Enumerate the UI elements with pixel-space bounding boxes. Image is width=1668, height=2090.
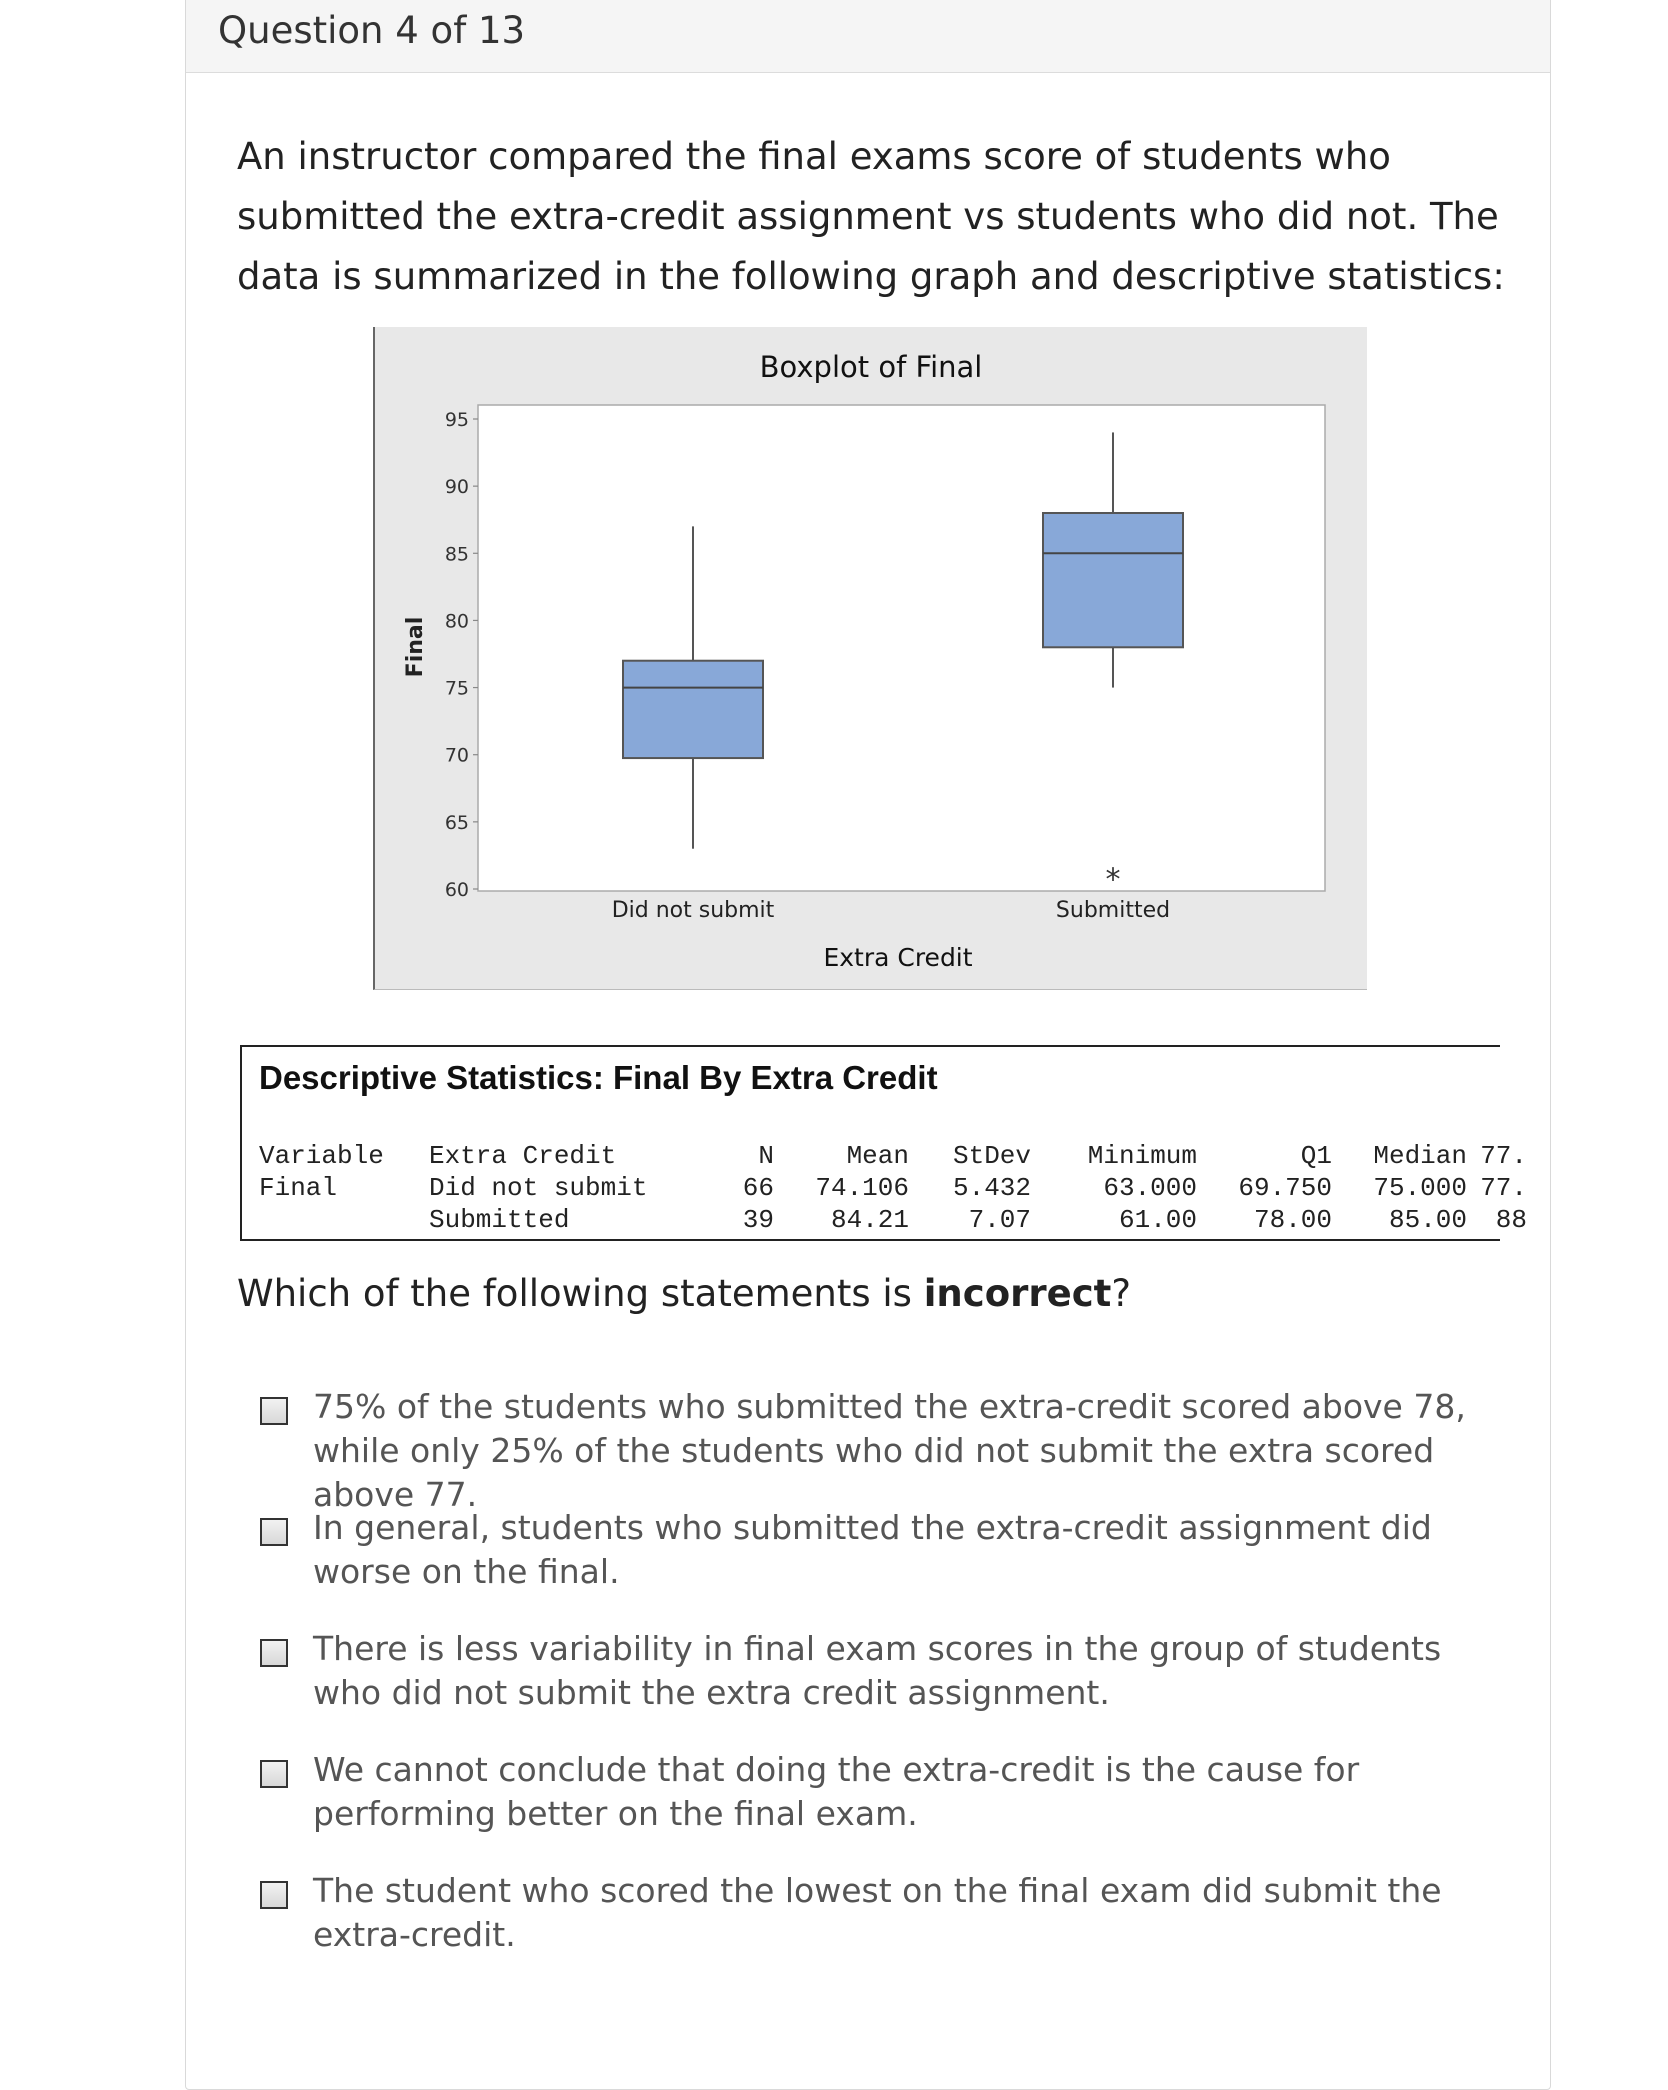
question-stem-text: Which of the following statements is — [237, 1272, 924, 1315]
stats-row — [259, 1204, 1527, 1236]
stats-cell: Submitted — [429, 1205, 570, 1235]
stats-cell: Did not submit — [429, 1173, 648, 1203]
boxplot-panel — [373, 327, 1367, 990]
boxplot-chart — [375, 327, 1367, 989]
option-checkbox[interactable] — [260, 1639, 288, 1667]
stats-cell: 74.106 — [815, 1173, 909, 1203]
y-tick-label: 65 — [444, 811, 469, 834]
stats-row — [259, 1172, 1527, 1204]
descriptive-statistics — [240, 1045, 1527, 1241]
question-stem-emphasis: incorrect — [923, 1272, 1112, 1315]
stats-cell: 75.000 — [1373, 1173, 1467, 1203]
stats-header-cell: Minimum — [1087, 1141, 1197, 1171]
option-checkbox[interactable] — [260, 1518, 288, 1546]
plot-area — [478, 405, 1325, 891]
y-tick-label: 80 — [444, 610, 469, 633]
stats-cell: 88 — [1495, 1205, 1527, 1235]
stats-cell: 77. — [1480, 1173, 1527, 1203]
y-tick-label: 95 — [444, 409, 469, 431]
option-checkbox[interactable] — [260, 1760, 288, 1788]
option-checkbox[interactable] — [260, 1881, 288, 1909]
y-axis-label: Final — [403, 616, 428, 678]
option-label: We cannot conclude that doing the extra-credit is the cause for performing better on the final exam. — [313, 1750, 1360, 1833]
stats-cell: 5.432 — [952, 1173, 1031, 1203]
x-tick-label: Did not submit — [611, 898, 775, 923]
y-tick-label: 70 — [444, 744, 469, 767]
stats-cell: 78.00 — [1253, 1205, 1332, 1235]
x-tick-label: Submitted — [1055, 898, 1171, 923]
option-checkbox[interactable] — [260, 1397, 288, 1425]
stats-header-cell: Mean — [846, 1141, 909, 1171]
stats-cell: 63.000 — [1103, 1173, 1197, 1203]
box — [623, 661, 763, 758]
y-tick-label: 85 — [444, 543, 469, 566]
stats-cell: 7.07 — [968, 1205, 1031, 1235]
option-label: In general, students who submitted the extra-credit assignment did worse on the final. — [313, 1508, 1432, 1591]
stats-cell: Final — [259, 1173, 338, 1203]
outlier-marker: * — [1105, 862, 1121, 898]
question-header — [186, 0, 1550, 73]
y-tick-label: 90 — [444, 476, 469, 499]
stats-header-cell: Variable — [259, 1141, 384, 1171]
x-axis-label: Extra Credit — [823, 943, 973, 972]
stats-header-cell: Q1 — [1300, 1141, 1332, 1171]
question-stem — [237, 1272, 1131, 1315]
question-prompt: An instructor compared the final exams score of students who submitted the extra-credit assignment vs students who did not. The data is summarized in the following graph and descriptive statistics: — [237, 135, 1505, 298]
stats-header-cell: Median — [1373, 1141, 1467, 1171]
stats-header-row — [259, 1140, 1527, 1172]
stats-cell: 66 — [742, 1173, 774, 1203]
stats-header-cell: StDev — [952, 1141, 1031, 1171]
stats-table — [259, 1140, 1527, 1236]
box — [1043, 513, 1183, 647]
option-label: 75% of the students who submitted the extra-credit scored above 78, while only 25% of the students who did not submit the extra scored above 77. — [313, 1387, 1466, 1514]
stats-header-cell: 77. — [1480, 1141, 1527, 1171]
stats-cell: 84.21 — [830, 1205, 909, 1235]
y-tick-label: 75 — [444, 677, 469, 700]
stats-cell: 85.00 — [1388, 1205, 1467, 1235]
stats-header-cell: N — [758, 1141, 774, 1171]
stats-header-cell: Extra Credit — [429, 1141, 617, 1171]
question-stem-end: ? — [1111, 1272, 1131, 1315]
question-counter: Question 4 of 13 — [218, 9, 526, 52]
y-tick-label: 60 — [444, 879, 469, 901]
stats-cell: 39 — [742, 1205, 774, 1235]
option-label: There is less variability in final exam scores in the group of students who did not submit the extra credit assignment. — [313, 1629, 1442, 1712]
chart-title: Boxplot of Final — [759, 350, 983, 384]
option-label: The student who scored the lowest on the final exam did submit the extra-credit. — [313, 1871, 1442, 1954]
stats-cell: 69.750 — [1238, 1173, 1332, 1203]
stats-title: Descriptive Statistics: Final By Extra Credit — [259, 1059, 938, 1096]
stats-cell: 61.00 — [1118, 1205, 1197, 1235]
